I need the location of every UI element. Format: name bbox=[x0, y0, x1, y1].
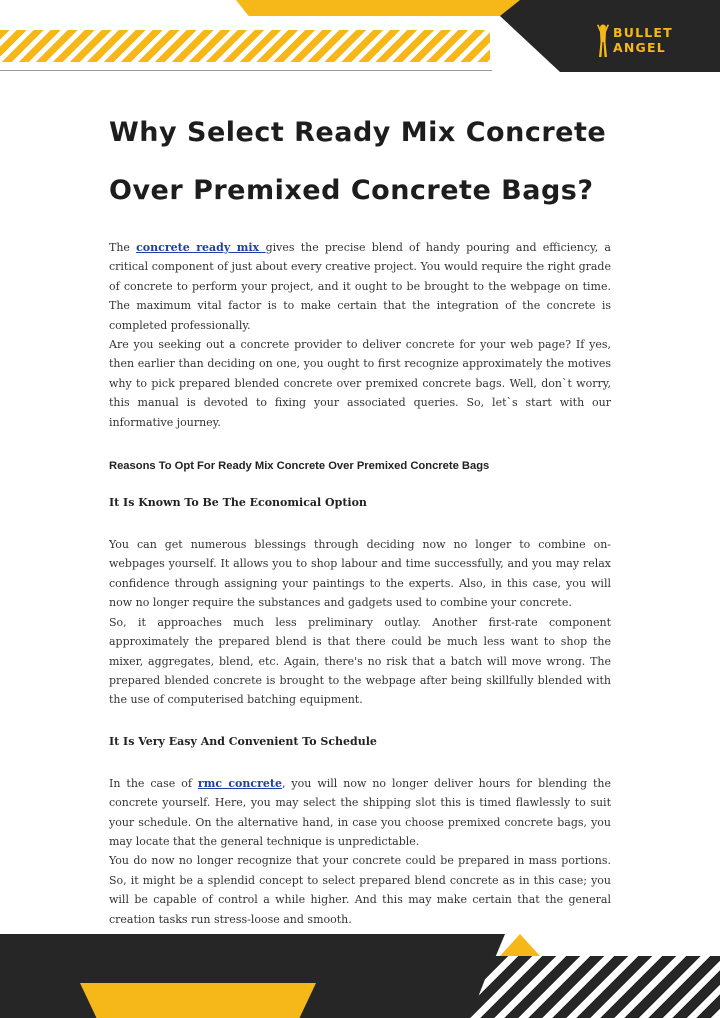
logo-wordmark bbox=[613, 25, 673, 55]
article bbox=[109, 104, 611, 929]
brand-logo[interactable] bbox=[595, 24, 685, 58]
section-2-heading: It Is Very Easy And Convenient To Schedule bbox=[109, 734, 377, 748]
section-2-paragraph-2: You do now no longer recognize that your concrete could be prepared in mass portions. So, it might be a splendid concept to select prepared blend concrete as in this case; you will be capable of control a while higher. And this may make certain that the general creation tasks run stress-loose and smooth. bbox=[109, 854, 611, 926]
title-line-1: Why Select Ready Mix Concrete bbox=[109, 117, 607, 148]
concrete-ready-mix-link[interactable]: concrete ready mix bbox=[136, 241, 266, 254]
logo-line-2: ANGEL bbox=[613, 40, 666, 55]
section-1-paragraph-2: So, it approaches much less preliminary outlay. Another first-rate component approximately the prepared blend is that there could be much less want to shop the mixer, aggregates, blend, etc. Again, there's no risk that a batch will move wrong. The prepared blended concrete is brought to the webpage after being skillfully blended with the use of computerised batching equipment. bbox=[109, 615, 611, 707]
section-2-paragraph-1 bbox=[109, 774, 611, 852]
reasons-heading: Reasons To Opt For Ready Mix Concrete Over Premixed Concrete Bags bbox=[109, 460, 490, 473]
section-2-p1-pre: In the case of bbox=[109, 776, 198, 790]
section-1-paragraph-1: You can get numerous blessings through deciding now no longer to combine on-webpages yourself. It allows you to shop labour and time successfully, and you may relax confidence through assigning your paintings to the experts. Also, in this case, you will now no longer require the substances and gadgets used to combine your concrete. bbox=[109, 538, 611, 610]
intro-p1-post: gives the precise blend of handy pouring and efficiency, a critical component of just about every creative project. You would require the right grade of concrete to perform your project, and it ought to be brought to the webpage on time. The maximum vital factor is to make certain that the integration of the concrete is completed professionally. bbox=[109, 241, 611, 332]
header-divider bbox=[0, 70, 492, 71]
section-2-p1-post: , you will now no longer deliver hours for blending the concrete yourself. Here, you may select the shipping slot this is timed flawlessly to suit your schedule. On the alternative hand, in case you choose premixed concrete bags, you may locate that the general technique is unpredictable. bbox=[109, 776, 611, 848]
intro-paragraph-1 bbox=[109, 238, 611, 335]
intro-paragraph-2: Are you seeking out a concrete provider to deliver concrete for your web page? If yes, then earlier than deciding on one, you ought to first recognize approximately the motives why to pick prepared blended concrete over premixed concrete bags. Well, don`t worry, this manual is devoted to fixing your associated queries. So, let`s start with our informative journey. bbox=[109, 338, 611, 429]
footer-yellow-band bbox=[80, 983, 316, 1018]
section-1-heading: It Is Known To Be The Economical Option bbox=[109, 496, 367, 510]
intro-p1-pre: The bbox=[109, 241, 137, 254]
page-title bbox=[109, 104, 611, 220]
logo-line-1: BULLET bbox=[613, 25, 673, 40]
header-hazard-stripes bbox=[0, 30, 490, 62]
footer-yellow-accent bbox=[500, 934, 540, 956]
footer-hazard-stripes bbox=[470, 956, 720, 1018]
athlete-figure-icon bbox=[595, 24, 611, 58]
rmc-concrete-link[interactable]: rmc concrete bbox=[197, 776, 282, 790]
title-line-2: Over Premixed Concrete Bags? bbox=[109, 175, 594, 206]
